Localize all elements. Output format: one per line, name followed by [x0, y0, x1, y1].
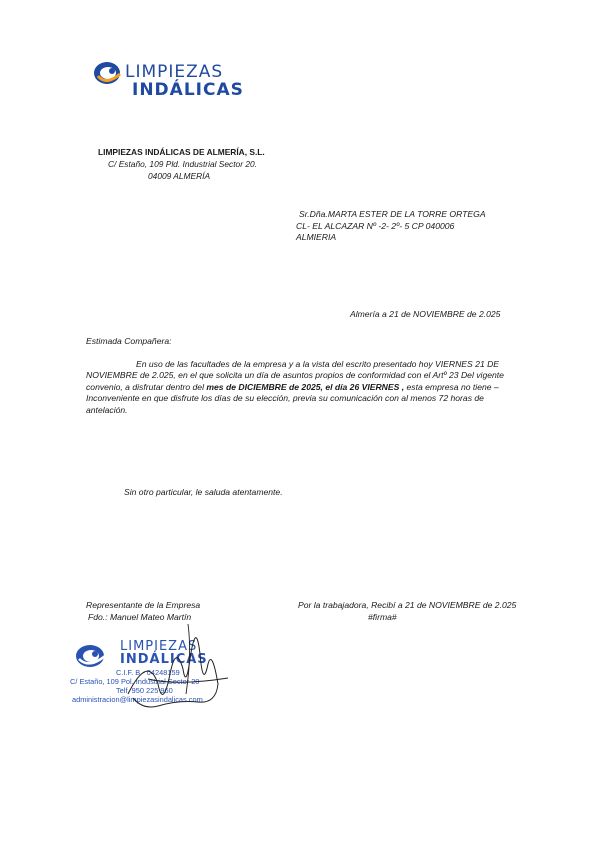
stamp-cif: C.I.F. B - 04248159: [116, 668, 180, 677]
recipient-block: [296, 209, 486, 244]
body-paragraph-2: Inconveniente en que disfrute los días de su elección, previa su comunicación con al menos 72 horas de antelación.: [86, 393, 484, 415]
signature-company-title: Representante de la Empresa: [86, 600, 201, 610]
stamp-line1: LIMPIEZAS: [120, 639, 198, 654]
sender-city: 04009 ALMERÍA: [148, 171, 211, 181]
letter-date: Almería a 21 de NOVIEMBRE de 2.025: [350, 309, 501, 319]
body-text-part1: En uso de las facultades de la empresa y a la vista del escrito presentado hoy VIERNES 21 DE NOVIEMBRE de 2.025, en el que solicita un día de asuntos propios de conformidad con el Artº 23 Del vigente convenio, a disfrutar dentro del: [86, 359, 504, 392]
logo-line2: INDÁLICAS: [132, 80, 244, 100]
company-logo: [92, 52, 242, 104]
handwritten-signature: [88, 611, 238, 714]
signature-worker-title: Por la trabajadora, Recibí a 21 de NOVIEMBRE de 2.025: [298, 600, 517, 610]
sender-company: LIMPIEZAS INDÁLICAS DE ALMERÍA, S.L.: [98, 147, 265, 157]
stamp-phone: Telf. 950 225 960: [116, 686, 173, 695]
stamp-address: C/ Estaño, 109 Pol. Industrial Sector 20: [70, 677, 200, 686]
greeting: Estimada Compañera:: [86, 336, 172, 346]
letter-body: [86, 359, 518, 416]
stamp-line2: INDÁLICAS: [120, 652, 208, 667]
logo-emblem-icon: [92, 56, 126, 90]
sender-street: C/ Estaño, 109 Pld. Industrial Sector 20.: [108, 159, 257, 169]
recipient-name: Sr.Dña.MARTA ESTER DE LA TORRE ORTEGA: [299, 209, 486, 219]
recipient-address: CL- EL ALCAZAR Nº -2- 2º- 5 CP 040006: [296, 220, 455, 231]
signature-worker-placeholder: #firma#: [368, 611, 397, 622]
signature-company-name: Fdo.: Manuel Mateo Martín: [88, 611, 192, 622]
signature-worker: [298, 600, 516, 623]
recipient-city: ALMIERIA: [296, 232, 337, 242]
body-text-part2: esta empresa no tiene –: [404, 381, 499, 392]
closing: Sin otro particular, le saluda atentamente.: [124, 487, 283, 497]
body-text-bold: mes de DICIEMBRE de 2025, el día 26 VIERNES ,: [206, 381, 405, 392]
body-paragraph: [86, 359, 518, 393]
company-stamp: [68, 640, 248, 710]
logo-line1: LIMPIEZAS: [125, 62, 224, 82]
stamp-email: administracion@limpiezasindalicas.com: [72, 695, 203, 704]
